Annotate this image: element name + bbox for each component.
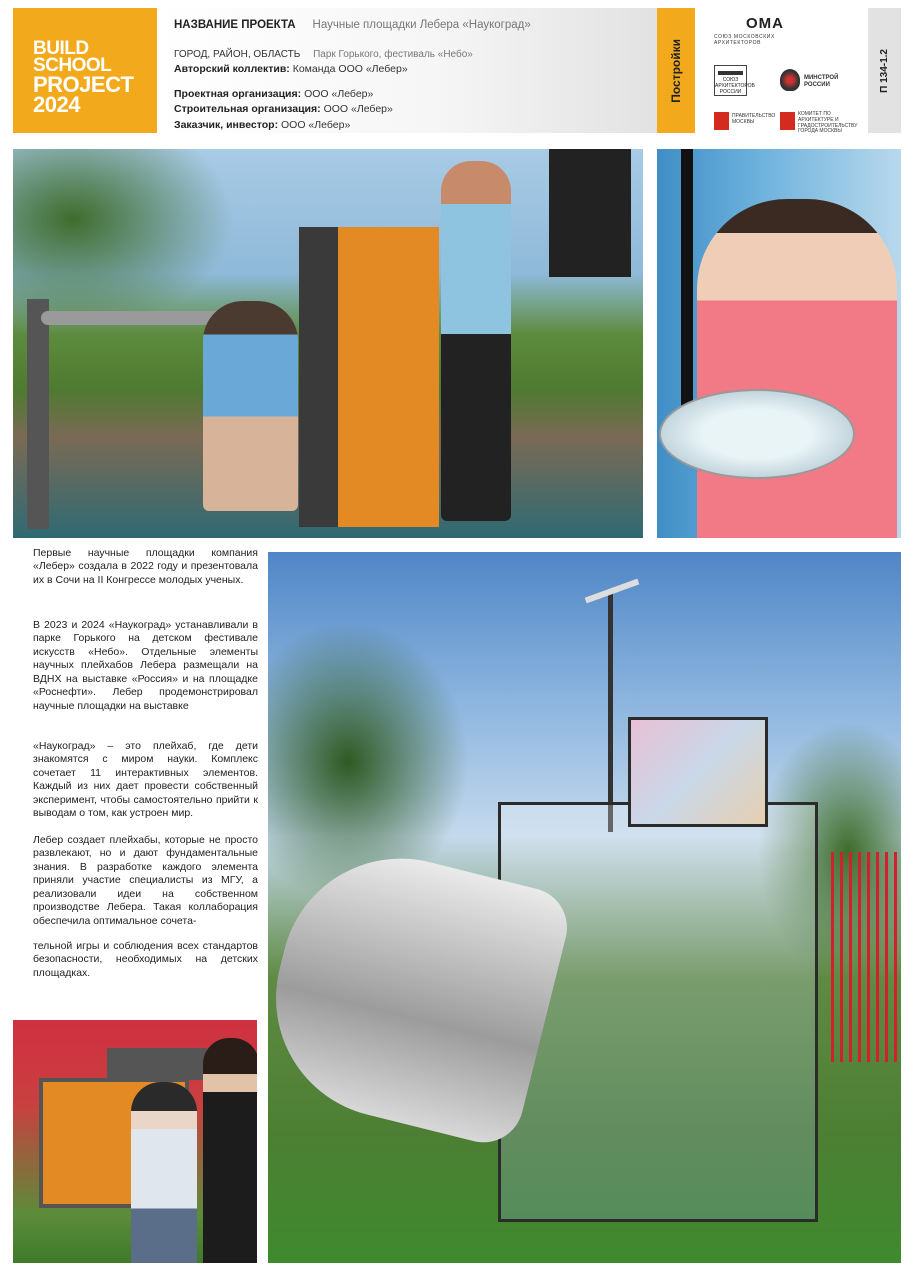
- logo-line-4: 2024: [33, 92, 80, 118]
- category-bar: [657, 8, 695, 133]
- logo-line-2: SCHOOL: [33, 55, 112, 77]
- project-design-label: Проектная организация:: [174, 88, 302, 100]
- photo-girl-with-disc: [657, 149, 901, 538]
- project-team-label: Авторский коллектив:: [174, 63, 290, 75]
- oma-caption: СОЮЗ МОСКОВСКИХ АРХИТЕКТОРОВ: [714, 34, 775, 46]
- moscow-gov-caption: ПРАВИТЕЛЬСТВО МОСКВЫ: [732, 113, 776, 125]
- project-client-row: [174, 119, 350, 131]
- partner-logos: [708, 8, 860, 133]
- project-title-value: Научные площадки Лебера «Наукоград»: [312, 19, 531, 31]
- ministry-caption: МИНСТРОЙ РОССИИ: [804, 75, 839, 88]
- project-title-label: НАЗВАНИЕ ПРОЕКТА: [174, 19, 296, 31]
- photo-playhub-tower-with-slide: [268, 552, 901, 1263]
- photo-children-at-panel: [13, 1020, 257, 1263]
- moscow-committee-emblem-icon: [780, 112, 795, 130]
- project-builder-row: [174, 103, 393, 115]
- project-location-label: ГОРОД, РАЙОН, ОБЛАСТЬ: [174, 49, 301, 60]
- project-client-label: Заказчик, инвестор:: [174, 119, 279, 131]
- category-label: Постройки: [669, 38, 683, 103]
- project-client-value: ООО «Лебер»: [281, 119, 351, 131]
- moscow-emblem-icon: [714, 112, 729, 130]
- project-design-row: [174, 88, 373, 100]
- project-code: П 134-1.2: [879, 48, 890, 93]
- project-location-value: Парк Горького, фестиваль «Небо»: [313, 49, 473, 60]
- build-school-logo: [13, 8, 157, 133]
- body-paragraph-4: Лебер создает плейхабы, которые не просто развлекают, но и дают фундаментальные знания. В разработке каждого элемента приняли участие специалисты из МГУ, а реализовали идеи на собственном производстве Лебера. Такая коллаборация обеспечила оптимальное сочета-: [33, 834, 258, 927]
- project-design-value: ООО «Лебер»: [304, 88, 374, 100]
- oma-logo: ОМА: [746, 15, 784, 32]
- project-title-row: [174, 19, 531, 31]
- code-bar: [868, 8, 901, 133]
- body-paragraph-5: тельной игры и соблюдения всех стандартов безопасности, необходимых на детских площадках.: [33, 940, 258, 979]
- eagle-emblem-icon: [780, 69, 800, 91]
- body-paragraph-3: «Наукоград» – это плейхаб, где дети знакомятся с миром науки. Комплекс сочетает 11 интерактивных элементов. Каждый из них дает провести собственный эксперимент, чтобы самостоятельно прийти к выводам о том, как устроен мир.: [33, 740, 258, 820]
- logo-line-3: PROJECT: [33, 71, 134, 97]
- moscow-committee-caption: КОМИТЕТ ПО АРХИТЕКТУРЕ И ГРАДОСТРОИТЕЛЬСТВУ ГОРОДА МОСКВЫ: [798, 111, 858, 135]
- project-info-band: [160, 8, 657, 133]
- project-team-value: Команда ООО «Лебер»: [292, 63, 408, 75]
- body-paragraph-1: Первые научные площадки компания «Лебер» создала в 2022 году и презентовала их в Сочи на II Конгрессе молодых ученых.: [33, 547, 258, 586]
- union-architects-logo: [714, 65, 755, 96]
- logo-line-1: BUILD: [33, 38, 89, 59]
- project-builder-value: ООО «Лебер»: [323, 103, 393, 115]
- union-architects-caption: СОЮЗ АРХИТЕКТОРОВ РОССИИ: [715, 77, 755, 95]
- project-location-row: [174, 49, 473, 60]
- body-paragraph-2: В 2023 и 2024 «Наукоград» устанавливали в парке Горького на детском фестивале искусств «Небо». Отдельные элементы научных плейхабов Лебера размещали на ВДНХ на выставке «Россия» и на площадке «Роснефти». Лебер продемонстрировал научные площадки на выставке: [33, 619, 258, 712]
- project-builder-label: Строительная организация:: [174, 103, 321, 115]
- project-team-row: [174, 63, 408, 75]
- photo-kids-at-science-station: [13, 149, 643, 538]
